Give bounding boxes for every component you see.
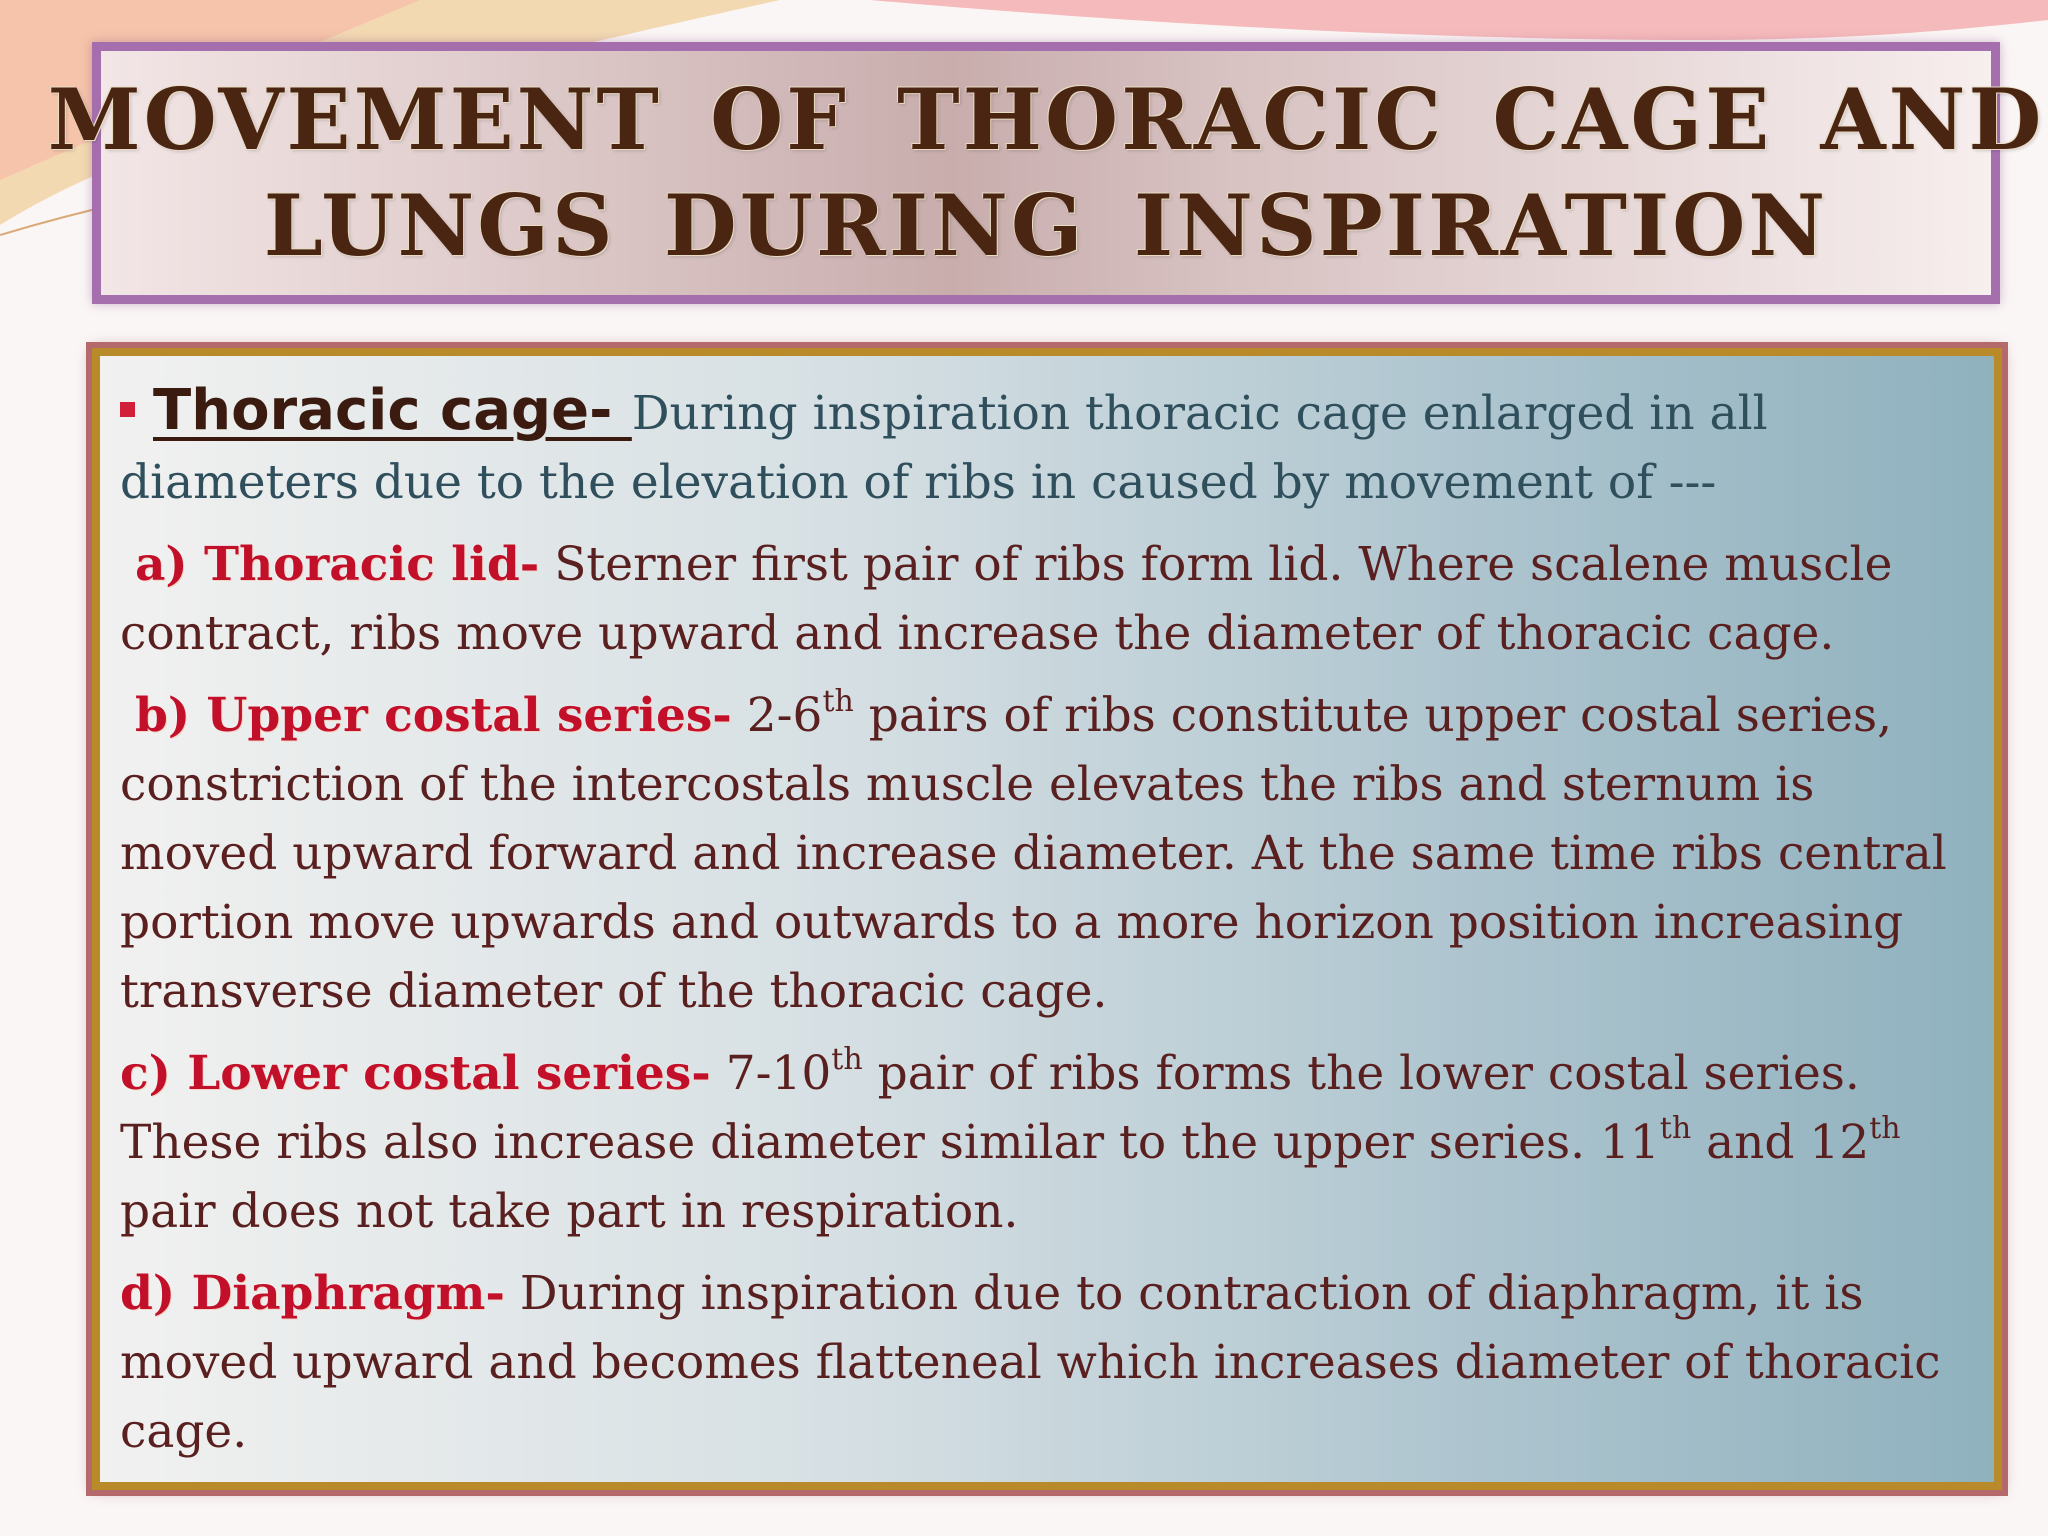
content-box — [92, 348, 2002, 1490]
item-heading: c) Lower costal series- — [120, 1046, 711, 1101]
superscript: th — [831, 1042, 863, 1077]
item-text: 7-10 — [710, 1046, 832, 1101]
item-text: pair does not take part in respiration. — [120, 1184, 1019, 1239]
item-text: 2-6 — [731, 688, 823, 743]
item-text: pairs of ribs constitute upper costal series, constriction of the intercostals muscle elevates the ribs and sternum is moved upward forward and increase diameter. At the same time ribs central portion move upwards and outwards to a more horizon position increasing transverse diameter of the thoracic cage. — [120, 688, 1947, 1019]
item-heading: d) Diaphragm- — [120, 1266, 505, 1321]
item-text: pair of ribs forms the lower costal series. These ribs also increase diameter similar to the upper series. 11 — [120, 1046, 1860, 1170]
item-heading: a) Thoracic lid- — [134, 537, 540, 592]
item-text: and 12 — [1691, 1115, 1870, 1170]
item-upper-costal-series — [120, 681, 1976, 1026]
item-thoracic-lid — [120, 530, 1976, 668]
superscript: th — [1659, 1111, 1692, 1146]
superscript: th — [1869, 1111, 1901, 1146]
superscript: th — [822, 684, 854, 719]
bullet-icon — [120, 402, 135, 417]
intro-lead: Thoracic cage- — [153, 378, 632, 443]
title-box — [47, 42, 2045, 304]
slide-title-line-1: MOVEMENT OF THORACIC CAGE AND — [47, 70, 2045, 169]
item-text: During inspiration due to contraction of diaphragm, it is moved upward and becomes flatteneal which increases diameter of thoracic cage. — [120, 1266, 1941, 1459]
item-lower-costal-series — [120, 1039, 1976, 1246]
intro-paragraph — [120, 376, 1976, 517]
item-heading: b) Upper costal series- — [134, 688, 732, 743]
slide-title-line-2: LUNGS DURING INSPIRATION — [263, 176, 1829, 275]
item-text: Sterner first pair of ribs form lid. Where scalene muscle contract, ribs move upward and increase the diameter of thoracic cage. — [120, 537, 1893, 661]
item-diaphragm — [120, 1259, 1976, 1466]
intro-text: During inspiration thoracic cage enlarged in all diameters due to the elevation of ribs in caused by movement of --- — [120, 386, 1768, 510]
